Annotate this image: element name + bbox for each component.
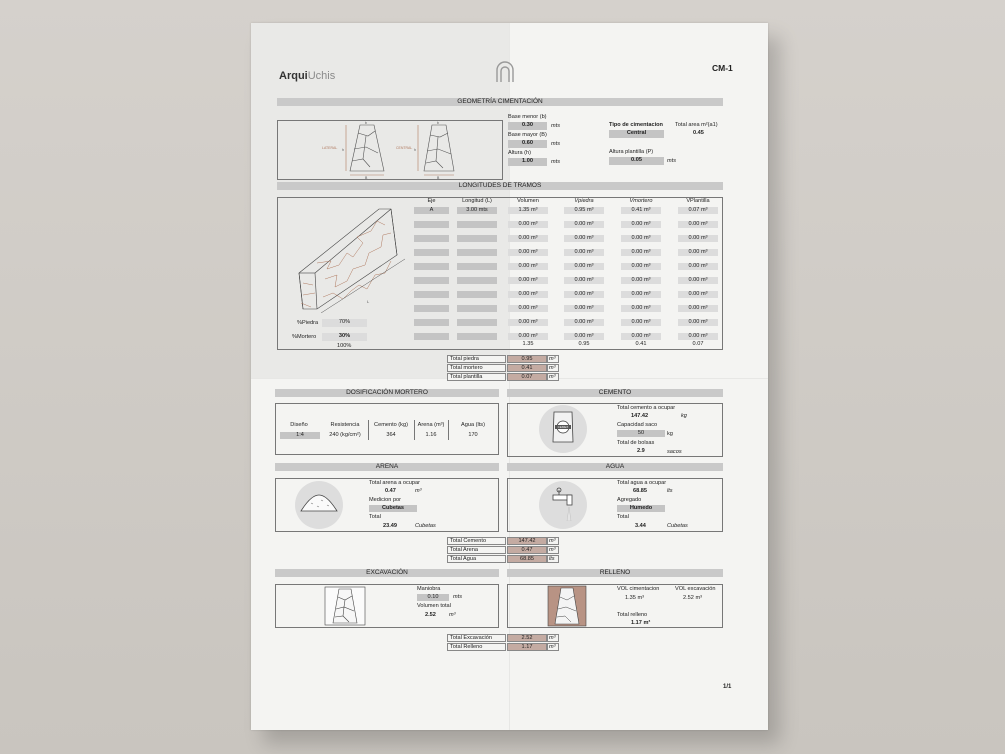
page-number: 1/1 xyxy=(723,684,732,690)
arch-logo-icon xyxy=(495,61,515,83)
tramos-cell-volumen: 0.00 m³ xyxy=(508,305,548,312)
tramos-cell-eje[interactable] xyxy=(414,221,449,228)
tramos-cell-vmortero: 0.00 m³ xyxy=(621,235,661,242)
svg-text:CENTRAL: CENTRAL xyxy=(396,146,413,150)
relleno-title: RELLENO xyxy=(507,569,723,577)
total-pct: 100% xyxy=(337,343,352,349)
foundation-3d-figure xyxy=(287,203,407,313)
agua-cubetas-value: 3.44 xyxy=(635,523,646,529)
tramos-cell-volumen: 1.35 m³ xyxy=(508,207,548,214)
total-vpiedra: 0.95 xyxy=(578,341,590,347)
svg-text:CEMEX: CEMEX xyxy=(557,425,569,430)
excavation-figure xyxy=(323,585,367,627)
document-code: CM-1 xyxy=(712,63,733,73)
summary2-value: 0.47 xyxy=(507,546,547,554)
tramos-cell-vplantilla: 0.00 m³ xyxy=(678,263,718,270)
area-label: Total area m²(a1) xyxy=(675,122,718,128)
tramos-cell-longitud[interactable]: 3.00 mts xyxy=(457,207,497,214)
vol-excavacion-value: 2.52 m³ xyxy=(683,595,702,601)
plantilla-label: Altura plantilla (P) xyxy=(609,149,654,155)
tramos-cell-vmortero: 0.41 m³ xyxy=(621,207,661,214)
tramos-cell-vplantilla: 0.00 m³ xyxy=(678,291,718,298)
summary2-value: 147.42 xyxy=(507,537,547,545)
summary3-value: 1.17 xyxy=(507,643,547,651)
summary1-value: 0.95 xyxy=(507,355,547,363)
dosificacion-title: DOSIFICACIÓN MORTERO xyxy=(275,389,499,397)
excavacion-title: EXCAVACIÓN xyxy=(275,569,499,577)
tramos-cell-vpiedra: 0.95 m³ xyxy=(564,207,604,214)
base-menor-label: Base menor (b) xyxy=(508,114,547,120)
tramos-cell-longitud[interactable] xyxy=(457,291,497,298)
base-menor-field[interactable]: 0.30 xyxy=(508,122,547,130)
summary3-value: 2.52 xyxy=(507,634,547,642)
total-volumen: 1.35 xyxy=(522,341,534,347)
arena-title: ARENA xyxy=(275,463,499,471)
mortero-label: %Mortero xyxy=(292,334,317,340)
summary2-unit: m³ xyxy=(547,537,559,545)
tramos-cell-vplantilla: 0.00 m³ xyxy=(678,305,718,312)
tramos-cell-vplantilla: 0.00 m³ xyxy=(678,277,718,284)
summary1-label: Total piedra xyxy=(447,355,506,363)
excavacion-box xyxy=(275,584,499,628)
svg-text:h: h xyxy=(342,148,344,152)
dosificacion-box xyxy=(275,403,499,455)
cemento-kg-value: 364 xyxy=(386,432,396,438)
mortero-field[interactable]: 30% xyxy=(322,333,367,341)
tramos-cell-vplantilla: 0.00 m³ xyxy=(678,319,718,326)
arena-cubetas-value: 23.49 xyxy=(383,523,397,529)
svg-text:b: b xyxy=(437,121,439,125)
geometria-figure-box xyxy=(277,120,503,180)
summary2-label: Total Arena xyxy=(447,546,506,554)
resistencia-value: 240 (kg/cm²) xyxy=(329,432,361,438)
summary3-unit: m³ xyxy=(547,643,559,651)
total-vmortero: 0.41 xyxy=(635,341,647,347)
bolsas-value: 2.9 xyxy=(637,448,645,454)
tramos-cell-vpiedra: 0.00 m³ xyxy=(564,221,604,228)
piedra-label: %Piedra xyxy=(297,320,319,326)
tramos-cell-vpiedra: 0.00 m³ xyxy=(564,277,604,284)
tramos-cell-vpiedra: 0.00 m³ xyxy=(564,333,604,340)
tramos-cell-volumen: 0.00 m³ xyxy=(508,235,548,242)
svg-text:h: h xyxy=(414,148,416,152)
capacidad-saco-field[interactable]: 50 xyxy=(617,430,665,437)
backfill-figure xyxy=(547,585,587,627)
tramos-cell-vplantilla: 0.00 m³ xyxy=(678,221,718,228)
altura-label: Altura (h) xyxy=(508,150,532,156)
agua-lts-value: 170 xyxy=(468,432,478,438)
summary1-unit: m³ xyxy=(547,364,559,372)
tramos-cell-vplantilla: 0.00 m³ xyxy=(678,333,718,340)
total-relleno-value: 1.17 m³ xyxy=(631,620,651,626)
tramos-cell-longitud[interactable] xyxy=(457,305,497,312)
arena-m3-value: 1.16 xyxy=(425,432,437,438)
tramos-cell-vpiedra: 0.00 m³ xyxy=(564,305,604,312)
vol-cimentacion-value: 1.35 m³ xyxy=(625,595,644,601)
tramos-cell-vplantilla: 0.00 m³ xyxy=(678,249,718,256)
tramos-cell-vpiedra: 0.00 m³ xyxy=(564,263,604,270)
tramos-cell-vpiedra: 0.00 m³ xyxy=(564,291,604,298)
svg-text:b: b xyxy=(365,121,367,125)
tramos-cell-volumen: 0.00 m³ xyxy=(508,263,548,270)
tramos-cell-vmortero: 0.00 m³ xyxy=(621,263,661,270)
tramos-cell-vplantilla: 0.07 m³ xyxy=(678,207,718,214)
total-vplantilla: 0.07 xyxy=(692,341,704,347)
geometria-title: GEOMETRÍA CIMENTACIÓN xyxy=(277,98,723,106)
tramos-cell-eje[interactable] xyxy=(414,291,449,298)
svg-text:L: L xyxy=(367,299,370,304)
summary1-label: Total plantilla xyxy=(447,373,506,381)
tramos-cell-longitud[interactable] xyxy=(457,249,497,256)
tramos-cell-eje[interactable] xyxy=(414,305,449,312)
water-faucet-icon xyxy=(549,487,579,521)
summary3-unit: m³ xyxy=(547,634,559,642)
summary1-unit: m³ xyxy=(547,355,559,363)
summary1-label: Total mortero xyxy=(447,364,506,372)
agregado-field[interactable]: Humedo xyxy=(617,505,665,512)
tramos-cell-vmortero: 0.00 m³ xyxy=(621,221,661,228)
diseno-field[interactable]: 1:4 xyxy=(280,432,320,439)
tramos-cell-vpiedra: 0.00 m³ xyxy=(564,235,604,242)
svg-text:B: B xyxy=(437,176,440,179)
tramos-cell-eje[interactable] xyxy=(414,263,449,270)
summary3-label: Total Relleno xyxy=(447,643,506,651)
tramos-cell-vmortero: 0.00 m³ xyxy=(621,319,661,326)
brand-logo-text: ArquiUchis xyxy=(279,70,336,82)
tramos-cell-eje[interactable] xyxy=(414,277,449,284)
summary2-label: Total Agua xyxy=(447,555,506,563)
excavacion-volumen-value: 2.52 xyxy=(425,612,436,618)
tramos-cell-vmortero: 0.00 m³ xyxy=(621,305,661,312)
base-mayor-label: Base mayor (B) xyxy=(508,132,547,138)
summary3-label: Total Excavación xyxy=(447,634,506,642)
svg-text:LATERAL: LATERAL xyxy=(322,146,338,150)
maniobra-field[interactable]: 0.10 xyxy=(417,594,449,601)
svg-text:B: B xyxy=(365,176,368,179)
summary2-label: Total Cemento xyxy=(447,537,506,545)
tramos-cell-vpiedra: 0.00 m³ xyxy=(564,249,604,256)
tramos-cell-eje[interactable] xyxy=(414,333,449,340)
summary1-unit: m³ xyxy=(547,373,559,381)
tramos-cell-longitud[interactable] xyxy=(457,333,497,340)
medicion-field[interactable]: Cubetas xyxy=(369,505,417,512)
tramos-cell-vplantilla: 0.00 m³ xyxy=(678,235,718,242)
summary2-value: 68.85 xyxy=(507,555,547,563)
agua-title: AGUA xyxy=(507,463,723,471)
tipo-field[interactable]: Central xyxy=(609,130,664,138)
cemento-total-value: 147.42 xyxy=(631,413,649,419)
foundation-section-figures xyxy=(278,121,502,179)
tramos-cell-eje[interactable]: A xyxy=(414,207,449,214)
tramos-cell-eje[interactable] xyxy=(414,249,449,256)
tramos-cell-volumen: 0.00 m³ xyxy=(508,221,548,228)
tramos-cell-eje[interactable] xyxy=(414,235,449,242)
agua-total-value: 68.85 xyxy=(633,488,647,494)
tramos-title: LONGITUDES DE TRAMOS xyxy=(277,182,723,190)
tramos-cell-longitud[interactable] xyxy=(457,277,497,284)
tramos-cell-vmortero: 0.00 m³ xyxy=(621,291,661,298)
tramos-cell-longitud[interactable] xyxy=(457,319,497,326)
summary1-value: 0.07 xyxy=(507,373,547,381)
tipo-label: Tipo de cimentacion xyxy=(609,122,663,128)
tramos-cell-vmortero: 0.00 m³ xyxy=(621,333,661,340)
document-sheet: ArquiUchis CM-1 GEOMETRÍA CIMENTACIÓN LATERAL CENTRAL h h b b B B Base menor (b) 0.30 mts Base mayor (B) 0.60 mts Altura (h) 1.00 mts Tipo de cimentacion Central Total area m²(a1) 0.45 Altura plantilla (P) 0.05 mts LONGITUDES DE TRAMOS L %Piedra 70% %Mortero 30% 100% Eje Longitud (L) Volumen Vpiedra Vmortero VPlantilla A 3.00 mts 1.35 m³ 0.95 m³ 0.41 m³ 0.07 m³ 0.00 m³ 0.00 m³ 0.00 m³ 0.00 m³ 0.00 m³ 0.00 m³ 0.00 m³ 0.00 m³ 0.00 m³ 0.00 m³ 0.00 m³ 0.00 m³ 0.00 m³ 0.00 m³ 0.00 m³ 0.00 m³ 0.00 m³ 0.00 m³ 0.00 m³ 0.00 m³ 0.00 m³ 0.00 m³ 0.00 m³ 0.00 m³ 0.00 m³ 0.00 m³ 0.00 m³ 0.00 m³ 0.00 m³ 0.00 m³ 0.00 m³ 0.00 m³ 0.00 m³ 0.00 m³ 0.00 m³ 0.00 m³ 1.35 0.95 0.41 0.07 Total piedra 0.95 m³ Total mortero 0.41 m³ Total plantilla 0.07 m³ DOSIFICACIÓN MORTERO Diseño 1:4 Resistencia 240 (kg/cm²) Cemento (kg) 364 Arena (m³) 1.16 Agua (lts) 170 CEMENTO CEMEX Total cemento a ocupar 147.42 kg Capacidad saco 50 kg Total de bolsas 2.9 sacos ARENA Total arena a ocupar 0.47 m³ Medicion por Cubetas Total 23.49 Cubetas AGUA Total agua a ocupar 68.85 lts Agregado Humedo Total 3.44 Cubetas Total Cemento 147.42 m³ Total Arena 0.47 m³ Total Agua 68.85 lts EXCAVACIÓN Maniobra 0.10 mts Volumen total 2.52 m³ RELLENO VOL cimentacion 1.35 m³ VOL excavación 2.52 m³ Total relleno 1.17 m³ Total Excavación 2.52 m³ Total Relleno 1.17 m³ 1/1 xyxy=(251,23,768,730)
cement-bag-icon xyxy=(551,410,575,444)
tramos-cell-vmortero: 0.00 m³ xyxy=(621,249,661,256)
tramos-cell-longitud[interactable] xyxy=(457,263,497,270)
tramos-cell-vmortero: 0.00 m³ xyxy=(621,277,661,284)
arena-total-value: 0.47 xyxy=(385,488,396,494)
sand-pile-icon xyxy=(299,491,339,517)
altura-field[interactable]: 1.00 xyxy=(508,158,547,166)
base-mayor-field[interactable]: 0.60 xyxy=(508,140,547,148)
tramos-cell-eje[interactable] xyxy=(414,319,449,326)
tramos-cell-volumen: 0.00 m³ xyxy=(508,319,548,326)
area-value: 0.45 xyxy=(693,130,704,136)
tramos-cell-volumen: 0.00 m³ xyxy=(508,291,548,298)
tramos-cell-vpiedra: 0.00 m³ xyxy=(564,319,604,326)
summary2-unit: lts xyxy=(547,555,559,563)
tramos-cell-longitud[interactable] xyxy=(457,221,497,228)
piedra-field[interactable]: 70% xyxy=(322,319,367,327)
tramos-cell-longitud[interactable] xyxy=(457,235,497,242)
summary2-unit: m³ xyxy=(547,546,559,554)
tramos-cell-volumen: 0.00 m³ xyxy=(508,333,548,340)
plantilla-field[interactable]: 0.05 xyxy=(609,157,664,165)
tramos-cell-volumen: 0.00 m³ xyxy=(508,277,548,284)
tramos-cell-volumen: 0.00 m³ xyxy=(508,249,548,256)
cemento-title: CEMENTO xyxy=(507,389,723,397)
summary1-value: 0.41 xyxy=(507,364,547,372)
